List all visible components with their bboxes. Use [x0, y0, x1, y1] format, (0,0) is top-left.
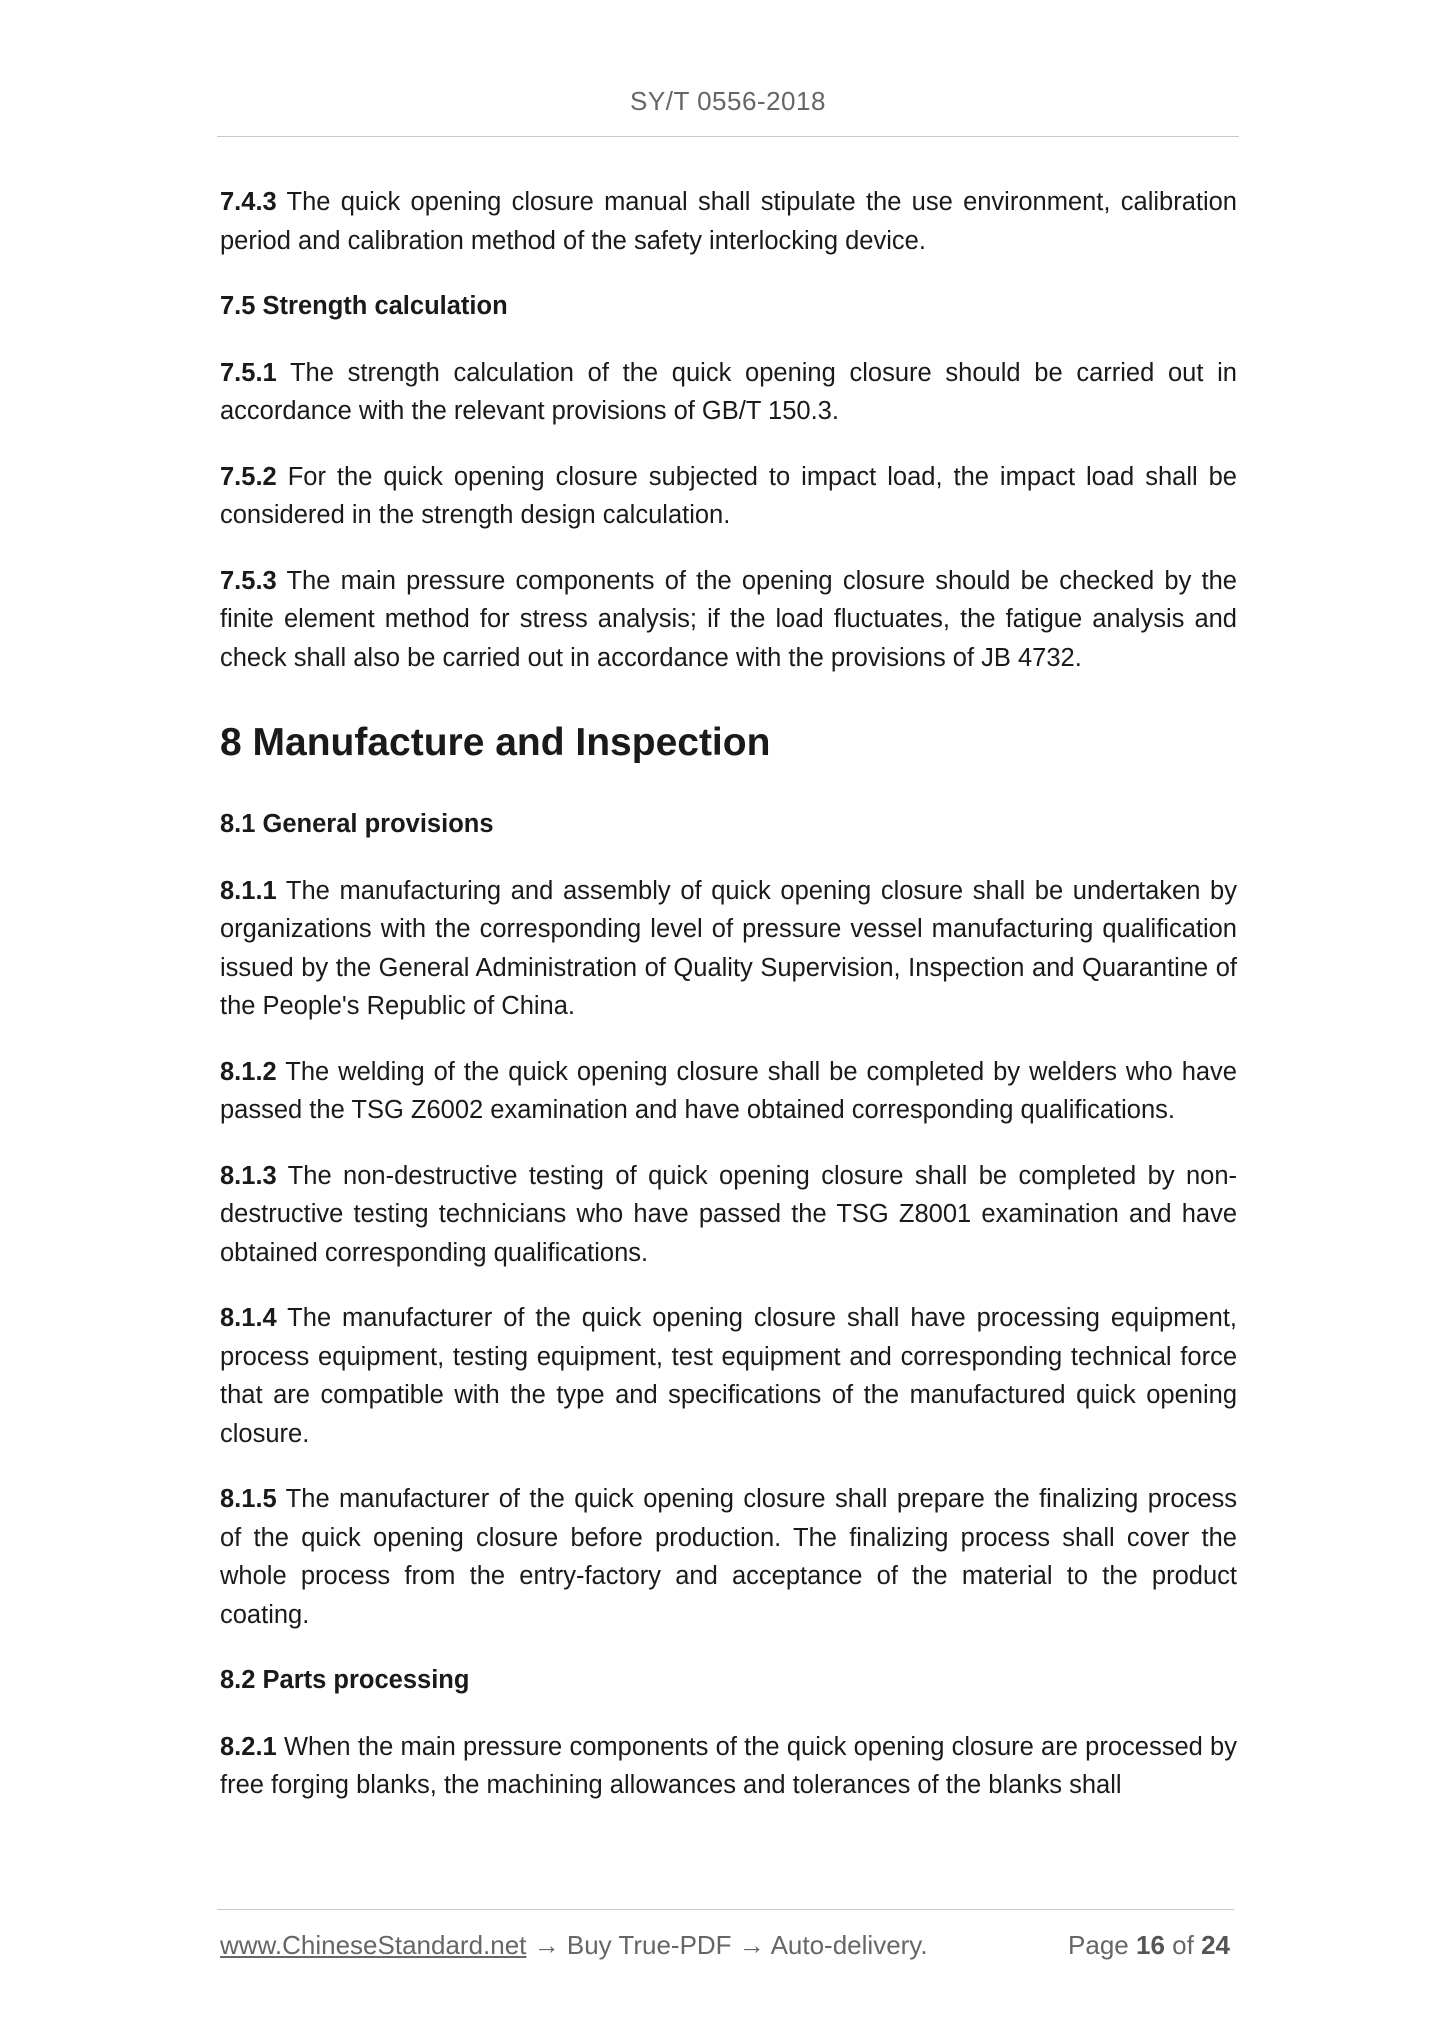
clause-number: 8.1.4	[220, 1304, 277, 1332]
clause-8-1-4	[220, 1299, 1237, 1453]
clause-8-1-3	[220, 1157, 1237, 1273]
clause-text: The manufacturing and assembly of quick opening closure shall be undertaken by organizations with the corresponding level of pressure vessel manufacturing qualification issued by the General Administration of Quality Supervision, Inspection and Quarantine of the People's Republic of China.	[220, 876, 1237, 1020]
of-word: of	[1172, 1930, 1194, 1960]
clause-text: The main pressure components of the opening closure should be checked by the finite element method for stress analysis; if the load fluctuates, the fatigue analysis and check shall also be carried out in accordance with the provisions of JB 4732.	[220, 566, 1237, 672]
clause-number: 8.2.1	[220, 1732, 277, 1761]
clause-text: For the quick opening closure subjected to impact load, the impact load shall be considered in the strength design calculation.	[220, 462, 1237, 529]
chapter-heading-8: 8 Manufacture and Inspection	[220, 721, 771, 764]
header-divider	[217, 136, 1239, 137]
clause-text: The strength calculation of the quick opening closure should be carried out in accordance with the relevant provisions of GB/T 150.3.	[220, 358, 1237, 425]
clause-number: 8.1.3	[220, 1161, 277, 1190]
section-heading-7-5: 7.5 Strength calculation	[220, 292, 508, 320]
clause-text: The manufacturer of the quick opening closure shall prepare the finalizing process of the quick opening closure before production. The finalizing process shall cover the whole process from the entry-factory and acceptance of the material to the product coating.	[220, 1485, 1237, 1629]
clause-8-2-1	[220, 1728, 1237, 1805]
clause-text: The non-destructive testing of quick opening closure shall be completed by non-destructive testing technicians who have passed the TSG Z8001 examination and have obtained corresponding qualifications.	[220, 1161, 1237, 1267]
current-page-number: 16	[1136, 1930, 1165, 1960]
clause-number: 7.5.2	[220, 462, 277, 491]
clause-text: When the main pressure components of the quick opening closure are processed by free forging blanks, the machining allowances and tolerances of the blanks shall	[220, 1732, 1237, 1799]
site-link[interactable]: www.ChineseStandard.net	[220, 1930, 527, 1960]
clause-number: 8.1.1	[220, 876, 277, 905]
page-body	[220, 183, 1237, 1832]
page-number	[1068, 1930, 1230, 1961]
clause-number: 8.1.2	[220, 1057, 277, 1086]
clause-number: 8.1.5	[220, 1485, 277, 1513]
clause-text: The manufacturer of the quick opening closure shall have processing equipment, process equipment, testing equipment, test equipment and corresponding technical force that are compatible with the type and specifications of the manufactured quick opening closure.	[220, 1304, 1237, 1448]
page-footer	[220, 1930, 1230, 1961]
clause-8-1-1	[220, 872, 1237, 1026]
clause-number: 7.4.3	[220, 188, 277, 216]
section-heading-8-1: 8.1 General provisions	[220, 810, 494, 838]
clause-7-5-3	[220, 562, 1237, 678]
clause-8-1-2	[220, 1053, 1237, 1130]
footer-promo-text: → Buy True-PDF → Auto-delivery.	[526, 1930, 928, 1960]
document-id-header: SY/T 0556-2018	[630, 86, 826, 116]
clause-text: The welding of the quick opening closure shall be completed by welders who have passed the TSG Z6002 examination and have obtained corresponding qualifications.	[220, 1057, 1237, 1124]
section-heading-8-2: 8.2 Parts processing	[220, 1666, 470, 1694]
clause-7-5-1	[220, 354, 1237, 431]
clause-8-1-5	[220, 1480, 1237, 1634]
footer-divider	[217, 1909, 1234, 1910]
clause-7-4-3	[220, 183, 1237, 260]
page-word: Page	[1068, 1930, 1129, 1960]
clause-number: 7.5.1	[220, 358, 277, 387]
clause-number: 7.5.3	[220, 566, 277, 595]
clause-7-5-2	[220, 458, 1237, 535]
clause-text: The quick opening closure manual shall stipulate the use environment, calibration period and calibration method of the safety interlocking device.	[220, 188, 1237, 255]
total-page-count: 24	[1201, 1930, 1230, 1960]
